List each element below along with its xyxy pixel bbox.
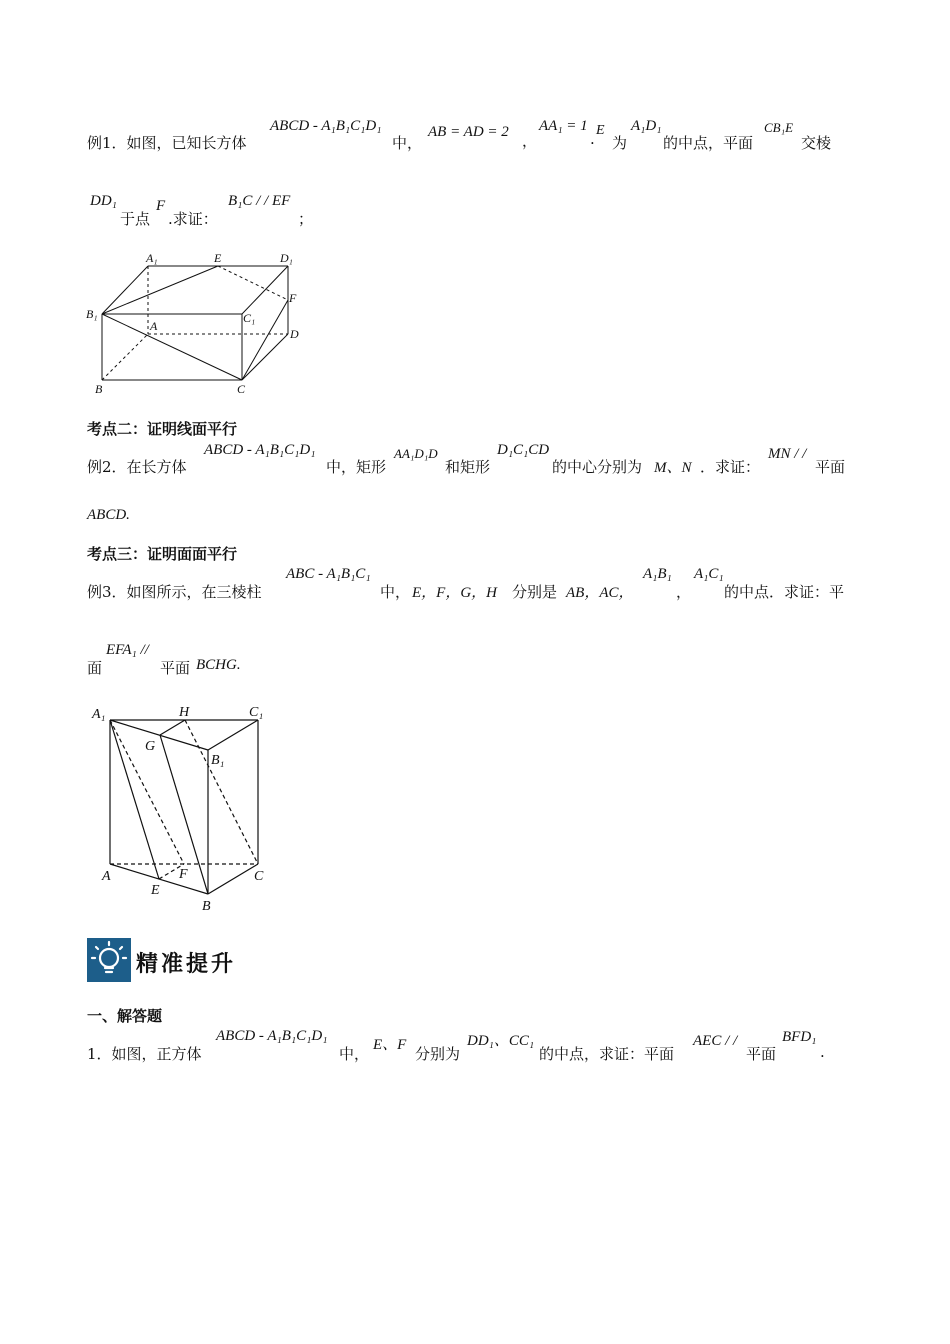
ex3-mian: 面 (87, 659, 103, 677)
ex2-tail: 的中心分别为 (552, 458, 643, 476)
fig1-label-f: F (289, 291, 297, 305)
ex2-qiu: ．求证： (700, 458, 761, 476)
ex1-seg-dd1: DD₁ (90, 193, 117, 209)
fig3-label-f: F (179, 867, 188, 882)
ex2-rect1: AA₁D₁D (394, 446, 438, 461)
banner-title: 精准提升 (136, 952, 237, 977)
fig3-label-g: G (145, 739, 156, 754)
fig1-label-b1: B₁ (86, 307, 98, 321)
ex3-fenbie: 分别是 (512, 583, 558, 601)
ex1-mid: 中， (392, 134, 423, 152)
ex1-jiaoleng: 交棱 (801, 134, 832, 152)
ex3-prefix: 例3．如图所示，在三棱柱 (87, 583, 262, 601)
fig1-label-d: D (290, 327, 299, 341)
ex2-and: 和矩形 (445, 458, 491, 476)
ex2-solid: ABCD - A₁B₁C₁D₁ (204, 442, 316, 458)
ex3-goal: BCHG. (196, 657, 241, 673)
ex1-f: F (156, 198, 166, 214)
fig3-label-c1: C₁ (249, 705, 264, 720)
fig1-label-c1: C₁ (243, 311, 256, 325)
p1-mid: 中， (339, 1045, 370, 1063)
ex2-rect2: D₁C₁CD (497, 442, 550, 458)
ex1-yudian: 于点 (120, 210, 151, 228)
fig3-label-b1: B₁ (211, 753, 225, 768)
fig1-label-e: E (214, 251, 222, 265)
ex3-ab: AB，AC， (566, 585, 634, 601)
p1-segs: DD₁、CC₁ (467, 1033, 535, 1049)
ex1-prefix: 例1．如图，已知长方体 (87, 134, 247, 152)
ex1-comma: ， (522, 132, 538, 150)
ex2-goal: MN / / (768, 446, 807, 462)
prism-figure (85, 698, 285, 916)
ex1-goal: B₁C / / EF (228, 193, 291, 209)
fig3-label-c: C (254, 869, 264, 884)
ex2-mn: M、N (654, 460, 692, 476)
fig3-label-h: H (179, 705, 190, 720)
ex1-solid: ABCD - A₁B₁C₁D₁ (270, 118, 382, 134)
ex1-seg: A₁D₁ (631, 118, 662, 134)
p1-tail: 的中点，求证：平面 (539, 1045, 675, 1063)
fig3-label-a: A (102, 869, 111, 884)
ex3-a1c1: A₁C₁ (694, 566, 724, 582)
p1-fenbie: 分别为 (415, 1045, 461, 1063)
fig1-label-a1: A₁ (146, 251, 158, 265)
section3-heading: 考点三：证明面面平行 (87, 545, 238, 563)
ex1-eq2: AA₁ = 1 (539, 118, 588, 134)
ex3-mid: 中， (380, 583, 411, 601)
lightbulb-icon (87, 938, 131, 982)
ex3-points: E，F，G，H (412, 585, 497, 601)
fig3-label-b: B (202, 899, 211, 914)
p1-end: . (820, 1043, 825, 1061)
fig3-label-e: E (151, 883, 160, 898)
p1-solid: ABCD - A₁B₁C₁D₁ (216, 1028, 328, 1044)
ex3-tail: 的中点．求证：平 (724, 583, 845, 601)
ex3-pingmian: 平面 (160, 659, 191, 677)
ex3-comma: ， (676, 583, 692, 601)
fig1-label-b: B (95, 382, 103, 396)
ex1-qiu: .求证： (168, 210, 218, 228)
p1-plane-text: 平面 (746, 1045, 777, 1063)
p1-prefix: 1．如图，正方体 (87, 1045, 202, 1063)
ex2-prefix: 例2．在长方体 (87, 458, 187, 476)
fig1-label-a: A (150, 319, 158, 333)
ex1-e: E (596, 123, 605, 138)
p1-plane1: AEC / / (693, 1033, 738, 1049)
ex2-mid: 中，矩形 (326, 458, 387, 476)
ex1-end: ； (298, 210, 314, 228)
ex1-plane: CB₁E (764, 120, 794, 135)
ex1-dot: . (590, 130, 595, 148)
ex1-wei: 为 (612, 134, 628, 152)
fig1-label-c: C (237, 382, 246, 396)
banner-icon-box (87, 938, 131, 982)
ex2-plane: 平面 (815, 458, 846, 476)
fig3-label-a1: A₁ (92, 707, 106, 722)
ex3-plane: EFA₁ // (106, 642, 149, 658)
ex3-a1b1: A₁B₁ (643, 566, 672, 582)
p1-ef: E、F (373, 1037, 407, 1053)
fig1-label-d1: D₁ (280, 251, 293, 265)
p1-plane2: BFD₁ (782, 1029, 817, 1045)
ex1-midpoint: 的中点，平面 (663, 134, 754, 152)
ex2-line2: ABCD. (87, 507, 130, 523)
ex1-eq1: AB = AD = 2 (428, 124, 509, 140)
cuboid-figure (80, 248, 320, 400)
section4-heading: 一、解答题 (87, 1007, 163, 1025)
ex3-solid: ABC - A₁B₁C₁ (286, 566, 371, 582)
section2-heading: 考点二：证明线面平行 (87, 420, 238, 438)
